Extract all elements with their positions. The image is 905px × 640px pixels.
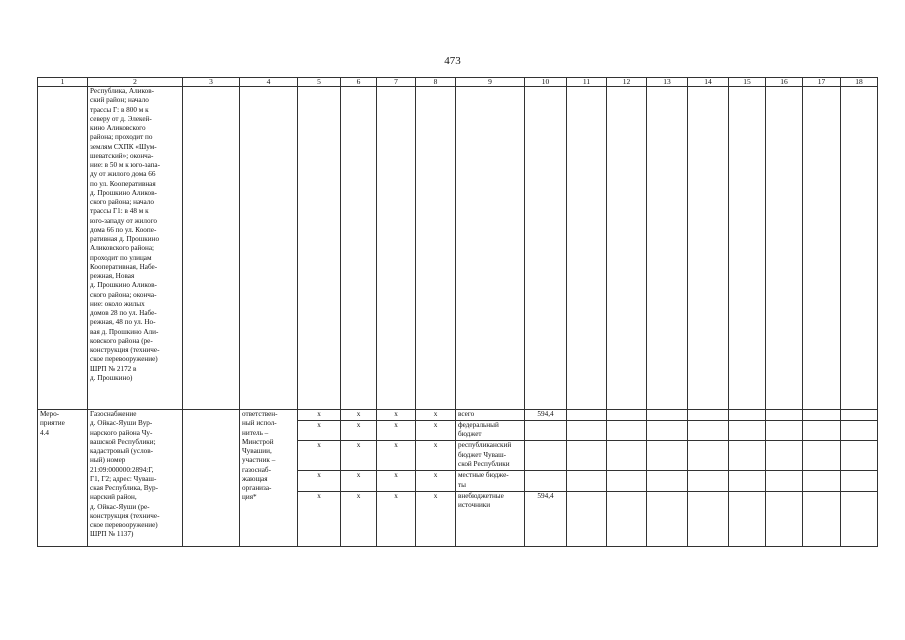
column-number: 8	[416, 78, 456, 87]
funding-source-label: федеральный бюджет	[456, 420, 525, 441]
column-number: 14	[688, 78, 729, 87]
column-number-row	[38, 78, 878, 87]
column-number: 9	[456, 78, 525, 87]
column-number: 10	[525, 78, 567, 87]
cell-empty	[729, 87, 766, 410]
cell-empty	[456, 87, 525, 410]
document-table	[37, 77, 878, 547]
cell-empty	[416, 87, 456, 410]
column-number: 2	[88, 78, 183, 87]
cell-empty	[841, 87, 878, 410]
object-description-cell: Республика, Аликов- ский район; начало трассы Г: в 800 м к северу от д. Элекей- кино Аликовского района; проходит по землям СХПК «Шум- шеватский»; оконча- ние: в 50 м к юго-запа- ду от жилого дома 66 по ул. Кооперативная д. Прошкино Аликов- ского района; начало трассы Г1: в 48 м к юго-западу от жилого дома 66 по ул. Коопе- ративная д. Прошкино Аликовского района; проходит по улицам Кооперативная, Набе- режная, Новая д. Прошкино Аликов- ского района; оконча- ние: около жилых домов 28 по ул. Набе- режная, 48 по ул. Но- вая д. Прошкино Али- ковского района (ре- конструкция (техниче- ское перевооружение) ШРП № 2172 в д. Прошкино)	[88, 87, 183, 410]
cell-empty	[525, 87, 567, 410]
cell-empty	[341, 87, 377, 410]
column-number: 18	[841, 78, 878, 87]
column-number: 16	[766, 78, 803, 87]
executor-cell: ответствен- ный испол- нитель – Минстрой Чувашии, участник – газоснаб- жающая организа- ция*	[240, 410, 298, 547]
x-mark: x	[377, 420, 416, 441]
x-mark: x	[298, 492, 341, 547]
column-number: 7	[377, 78, 416, 87]
cell-empty	[607, 87, 647, 410]
column-number: 15	[729, 78, 766, 87]
x-mark: x	[377, 471, 416, 492]
x-mark: x	[377, 441, 416, 471]
x-mark: x	[416, 420, 456, 441]
funding-value	[525, 471, 567, 492]
column-number: 5	[298, 78, 341, 87]
column-number: 13	[647, 78, 688, 87]
column-number: 12	[607, 78, 647, 87]
funding-source-label: местные бюдже- ты	[456, 471, 525, 492]
column-number: 11	[567, 78, 607, 87]
table-row-measure	[38, 410, 878, 421]
x-mark: x	[341, 410, 377, 421]
x-mark: x	[377, 492, 416, 547]
x-mark: x	[416, 441, 456, 471]
cell-empty	[377, 87, 416, 410]
x-mark: x	[377, 410, 416, 421]
x-mark: x	[298, 441, 341, 471]
column-number: 17	[803, 78, 841, 87]
x-mark: x	[341, 441, 377, 471]
cell-empty	[567, 87, 607, 410]
funding-source-label: республиканский бюджет Чуваш- ской Республики	[456, 441, 525, 471]
cell-empty	[183, 410, 240, 547]
cell-empty	[803, 87, 841, 410]
funding-value	[525, 420, 567, 441]
x-mark: x	[298, 410, 341, 421]
x-mark: x	[341, 420, 377, 441]
x-mark: x	[341, 471, 377, 492]
funding-value: 594,4	[525, 410, 567, 421]
column-number: 4	[240, 78, 298, 87]
x-mark: x	[298, 471, 341, 492]
cell-empty	[766, 87, 803, 410]
x-mark: x	[341, 492, 377, 547]
cell-empty	[38, 87, 88, 410]
funding-source-label: всего	[456, 410, 525, 421]
cell-empty	[688, 87, 729, 410]
table-row-continuation	[38, 87, 878, 410]
column-number: 6	[341, 78, 377, 87]
x-mark: x	[416, 492, 456, 547]
cell-empty	[298, 87, 341, 410]
funding-source-label: внебюджетные источники	[456, 492, 525, 547]
column-number: 3	[183, 78, 240, 87]
funding-value	[525, 441, 567, 471]
column-number: 1	[38, 78, 88, 87]
funding-value: 594,4	[525, 492, 567, 547]
cell-empty	[183, 87, 240, 410]
x-mark: x	[298, 420, 341, 441]
object-description-cell: Газоснабжение д. Ойкас-Яуши Вур- нарского района Чу- вашской Республики; кадастровый (услов- ный) номер 21:09:000000:2894:Г, Г1, Г2; адрес: Чуваш- ская Республика, Вур- нарский район, д. Ойкас-Яуши (ре- конструкция (техниче- ское перевооружение) ШРП № 1137)	[88, 410, 183, 547]
x-mark: x	[416, 410, 456, 421]
page-number: 473	[444, 55, 461, 67]
cell-empty	[647, 87, 688, 410]
measure-number-cell: Меро- приятие 4.4	[38, 410, 88, 547]
x-mark: x	[416, 471, 456, 492]
cell-empty	[240, 87, 298, 410]
